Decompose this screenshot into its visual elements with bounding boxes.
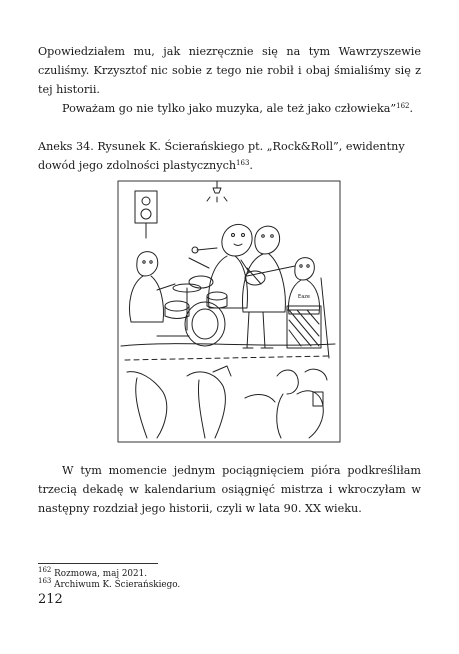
stage-edge [121, 344, 335, 346]
footnote-ref-163[interactable]: 163 [236, 159, 250, 167]
ceiling-lamp [207, 181, 227, 202]
footnote-number: 162 [38, 566, 52, 574]
band-label: Eaze [298, 294, 310, 300]
footnote-text: Rozmowa, maj 2021. [51, 569, 148, 579]
drummer-figure [130, 252, 176, 322]
caption-text: Aneks 34. Rysunek K. Ścierańskiego pt. „Rock&Roll”, ewidentny dowód jego zdolności plastycznych [38, 140, 405, 172]
amplifier [287, 278, 329, 358]
paragraph-2-text: Poważam go nie tylko jako muzyka, ale też jako człowieka” [62, 102, 397, 115]
audience [127, 366, 327, 438]
figure-caption [38, 137, 421, 175]
paragraph-1: Opowiedziałem mu, jak niezręcznie się na tym Wawrzyszewie czuliśmy. Krzysztof nic sobie z tego nie robił i obaj śmialiśmy się z tej historii. [38, 45, 421, 96]
footnote-162 [38, 566, 148, 580]
footnote-number: 163 [38, 577, 52, 585]
footnote-text: Archiwum K. Ścierańskiego. [51, 580, 181, 590]
paragraph-2-end: . [409, 102, 414, 115]
footnote-ref-162[interactable]: 162 [396, 102, 410, 110]
drawing-frame [118, 181, 340, 442]
paragraph-3: W tym momencie jednym pociągnięciem pióra podkreśliłam trzecią dekadę w kalendarium osiągnięć mistrza i wkroczyłam w następny rozdział jego historii, czyli w lata 90. XX wieku. [38, 464, 421, 515]
caption-end: . [249, 159, 253, 172]
footnote-separator [38, 563, 158, 564]
speaker-left [135, 191, 157, 238]
paragraph-2 [38, 99, 421, 118]
page-number: 212 [38, 592, 63, 607]
footnote-163 [38, 577, 181, 591]
rock-and-roll-drawing [117, 180, 341, 443]
